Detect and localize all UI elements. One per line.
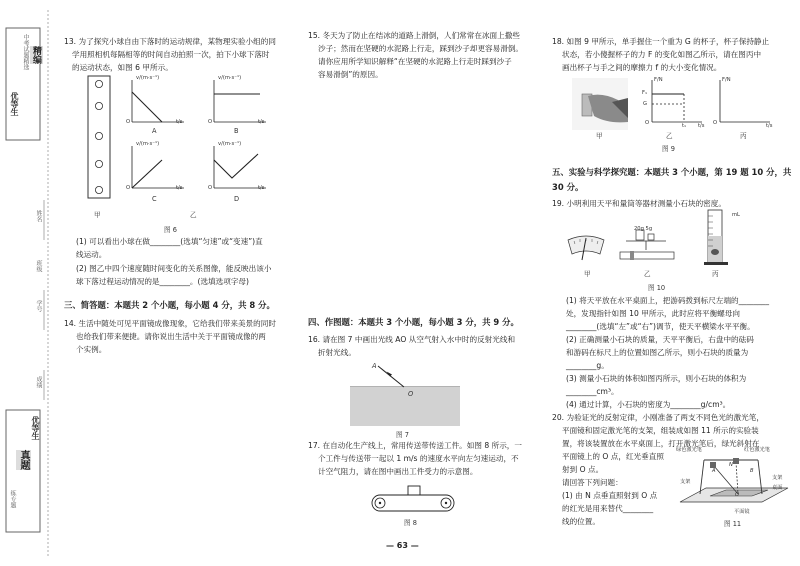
fig9-yi-ylabel: F/N <box>654 77 663 83</box>
fig11-caption: 图 11 <box>724 520 742 528</box>
q13-sub1-b: 线运动。 <box>76 250 107 259</box>
q17-line1: 17. 在自动化生产线上，常用传送带传送工件。如图 8 所示，一 <box>308 441 522 450</box>
fig10-label-bing: 丙 <box>712 270 719 278</box>
q20-line4: 平面镜上的 O 点，红光垂直照 <box>562 452 664 461</box>
fig10-graduated-cylinder <box>704 208 728 266</box>
graph-d-letter: D <box>234 195 240 203</box>
q19-sub1-b: 处，发现指针如图 10 甲所示，此时应将平衡螺母向 <box>566 309 740 318</box>
q13-sub2-a: (2) 图乙中四个速度随时间变化的关系图像，能反映出该小 <box>76 264 272 273</box>
q20-line2: 平面镜和固定激光笔的支架，组装成如图 11 所示的实验装 <box>562 426 759 435</box>
fig11-label-red-laser: 红色激光笔 <box>744 447 770 453</box>
fig9-caption: 图 9 <box>662 145 675 153</box>
q14-line3: 个实例。 <box>76 345 107 354</box>
graph-d-xlabel: t/s <box>258 185 265 191</box>
q20-line8: 的红光是用来替代________ <box>562 504 654 513</box>
q16-line2: 折射光线。 <box>318 348 356 357</box>
sidebar-border-art <box>0 0 56 566</box>
fig9-g: G <box>643 101 648 107</box>
q17-line2: 个工件与传送带一起以 1 m/s 的速度水平向左匀速运动，不 <box>318 454 519 463</box>
section5-title-b: 30 分。 <box>552 182 584 192</box>
fig6-caption: 图 6 <box>164 226 177 234</box>
fig10-balance-pointer <box>566 234 606 264</box>
q19-sub2-b: 和游码在标尺上的位置如图乙所示，则小石块的质量为 <box>566 348 749 357</box>
q19-sub1-a: (1) 将天平放在水平桌面上，把游码拨到标尺左端的________ <box>566 296 770 305</box>
graph-a-xlabel: t/s <box>176 119 183 125</box>
graph-d-origin: O <box>208 185 213 191</box>
graph-b-xlabel: t/s <box>258 119 265 125</box>
sidebar-brand-bottom-a: 优等生 <box>31 416 40 440</box>
sidebar-brand-bottom-b: 真题 <box>18 450 29 470</box>
q20-line1: 20. 为验证光的反射定律，小刚准备了两支不同色光的激光笔， <box>552 413 764 422</box>
q17-line3: 计空气阻力，请在图中画出工件受力的示意图。 <box>318 467 478 476</box>
q19-sub3-b: ________cm³。 <box>566 387 619 396</box>
fig11-label-b: B <box>750 468 754 474</box>
q19-sub1-c: ________(选填“左”或“右”)调节，使天平横梁水平平衡。 <box>566 322 755 331</box>
fig10-label-jia: 甲 <box>584 270 591 278</box>
q13-line2: 学用照相机每隔相等的时间自动拍照一次，拍下小球下落时 <box>72 50 270 59</box>
fig11-label-a: A <box>712 468 716 474</box>
section3-title: 三、简答题：本题共 2 个小题，每小题 4 分，共 8 分。 <box>64 300 275 310</box>
fig11-label-desk: 桌面 <box>772 485 783 491</box>
fig9-label-jia: 甲 <box>596 132 603 140</box>
fig9-label-bing: 丙 <box>740 132 747 140</box>
q13-line1: 13. 为了探究小球自由下落时的运动规律，某物理实验小组的同 <box>64 37 276 46</box>
fig7-diagram <box>350 360 460 426</box>
fig7-point-a: A <box>372 362 377 370</box>
q19-sub4: (4) 通过计算，小石块的密度为________g/cm³。 <box>566 400 731 409</box>
graph-c-ylabel: v/(m·s⁻¹) <box>136 141 160 147</box>
fig9-yi-ts: t/s <box>698 123 705 129</box>
graph-b-letter: B <box>234 127 239 135</box>
fig9-bing-origin: O <box>713 120 718 126</box>
page-number: — 63 — <box>386 541 419 550</box>
graph-a-letter: A <box>152 127 157 135</box>
q15-line1: 15. 冬天为了防止在结冰的道路上滑倒，人们常常在冰面上撒些 <box>308 31 520 40</box>
graph-a-origin: O <box>126 119 131 125</box>
graph-b-origin: O <box>208 119 213 125</box>
fig9-yi-origin: O <box>645 120 650 126</box>
fig9-bing-ylabel: F/N <box>722 77 731 83</box>
fig10-weights-label: 20g 5g <box>634 226 653 232</box>
sidebar-field-class: 班级 <box>35 260 42 272</box>
sidebar-field-score: 成绩 <box>35 376 42 388</box>
q15-line2: 沙子；然而在坚硬的水泥路上行走，踩到沙子却更容易滑倒。 <box>318 44 524 53</box>
fig6-label-jia: 甲 <box>94 211 101 219</box>
graph-b-ylabel: v/(m·s⁻¹) <box>218 75 242 81</box>
fig9-label-yi: 乙 <box>666 132 673 140</box>
section5-title-a: 五、实验与科学探究题：本题共 3 个小题，第 19 题 10 分，共 <box>552 167 792 177</box>
fig11-label-stand-left: 支架 <box>680 479 691 485</box>
q19-sub2-a: (2) 正确测量小石块的质量，天平平衡后，右盘中的砝码 <box>566 335 754 344</box>
fig8-conveyor-belt <box>370 484 456 514</box>
q20-line9: 线的位置。 <box>562 517 600 526</box>
q20-line5: 射到 O 点。 <box>562 465 604 474</box>
section4-title: 四、作图题：本题共 3 个小题，每小题 3 分，共 9 分。 <box>308 317 519 327</box>
fig11-label-o: O <box>735 492 740 498</box>
graph-a-ylabel: v/(m·s⁻¹) <box>136 75 160 81</box>
q20-line3: 置，将该装置放在水平桌面上，打开激光笔后，绿光斜射在 <box>562 439 760 448</box>
q18-line3: 画出杯子与手之间的摩擦力 f 的大小变化情况。 <box>562 63 722 72</box>
q13-line3: 的运动状态，如图 6 甲所示。 <box>72 63 173 72</box>
fig7-caption: 图 7 <box>396 431 409 439</box>
graph-c-xlabel: t/s <box>176 185 183 191</box>
sidebar-brand-top-b: 中考试题精选 <box>22 34 29 70</box>
q13-sub1-a: (1) 可以看出小球在做________(选填“匀速”或“变速”)直 <box>76 237 263 246</box>
q14-line2: 也给我们带来便捷。请你说出生活中关于平面镜成像的两 <box>76 332 266 341</box>
q19-sub2-c: ________g。 <box>566 361 609 370</box>
sidebar-brand-top-a: 优等生 <box>10 92 19 116</box>
q16-line1: 16. 请在图 7 中画出光线 AO 从空气射入水中时的反射光线和 <box>308 335 516 344</box>
fig11-label-n: N <box>729 462 733 468</box>
binding-sidebar <box>0 0 56 566</box>
q20-line6: 请回答下列问题： <box>562 478 623 487</box>
graph-d-ylabel: v/(m·s⁻¹) <box>218 141 242 147</box>
q19-line0: 19. 小明利用天平和量筒等器材测量小石块的密度。 <box>552 199 726 208</box>
fig9-t1: t₁ <box>682 123 687 129</box>
fig11-label-mirror: 平面镜 <box>734 509 750 515</box>
fig10-weights-scale <box>618 228 676 268</box>
fig9-hand-cup-photo <box>572 78 628 130</box>
sidebar-field-name: 姓名 <box>35 210 42 222</box>
q18-line1: 18. 如图 9 甲所示，单手握住一个重为 G 的杯子，杯子保持静止 <box>552 37 770 46</box>
fig9-graphs <box>648 78 798 128</box>
fig10-label-yi: 乙 <box>644 270 651 278</box>
fig9-bing-ts: t/s <box>766 123 773 129</box>
fig11-reflection-setup <box>676 452 792 514</box>
fig8-caption: 图 8 <box>404 519 417 527</box>
sidebar-brand-bottom-c: 练专题 <box>9 490 16 508</box>
fig7-point-o: O <box>408 390 414 398</box>
fig11-label-stand-right: 支架 <box>772 475 783 481</box>
graph-c-letter: C <box>152 195 157 203</box>
q13-sub2-b: 球下落过程运动情况的是________。(选填选项字母) <box>76 277 249 286</box>
q15-line3: 请你应用所学知识解释“在坚硬的水泥路上行走时踩到沙子 <box>318 57 512 66</box>
fig10-cylinder-unit: mL <box>732 212 740 218</box>
q20-line7: (1) 由 N 点垂直照射到 O 点 <box>562 491 658 500</box>
fig6-label-yi: 乙 <box>190 211 197 219</box>
fig11-label-green-laser: 绿色激光笔 <box>676 447 702 453</box>
q15-line4: 容易滑倒”的原因。 <box>318 70 383 79</box>
q19-sub3-a: (3) 测量小石块的体积如图丙所示，则小石块的体积为 <box>566 374 747 383</box>
graph-c-origin: O <box>126 185 131 191</box>
strobe-photo-strip <box>88 76 110 198</box>
q14-line1: 14. 生活中随处可见平面镜成像现象，它给我们带来美景的同时 <box>64 319 276 328</box>
q18-line2: 状态，若小傻握杯子的力 F 的变化如图乙所示，请在图丙中 <box>562 50 762 59</box>
fig10-caption: 图 10 <box>648 284 666 292</box>
fig9-f1: F₁ <box>642 90 648 96</box>
sidebar-field-id: 学号 <box>35 300 42 312</box>
sidebar-brand-top-c: 精编 <box>31 46 41 64</box>
